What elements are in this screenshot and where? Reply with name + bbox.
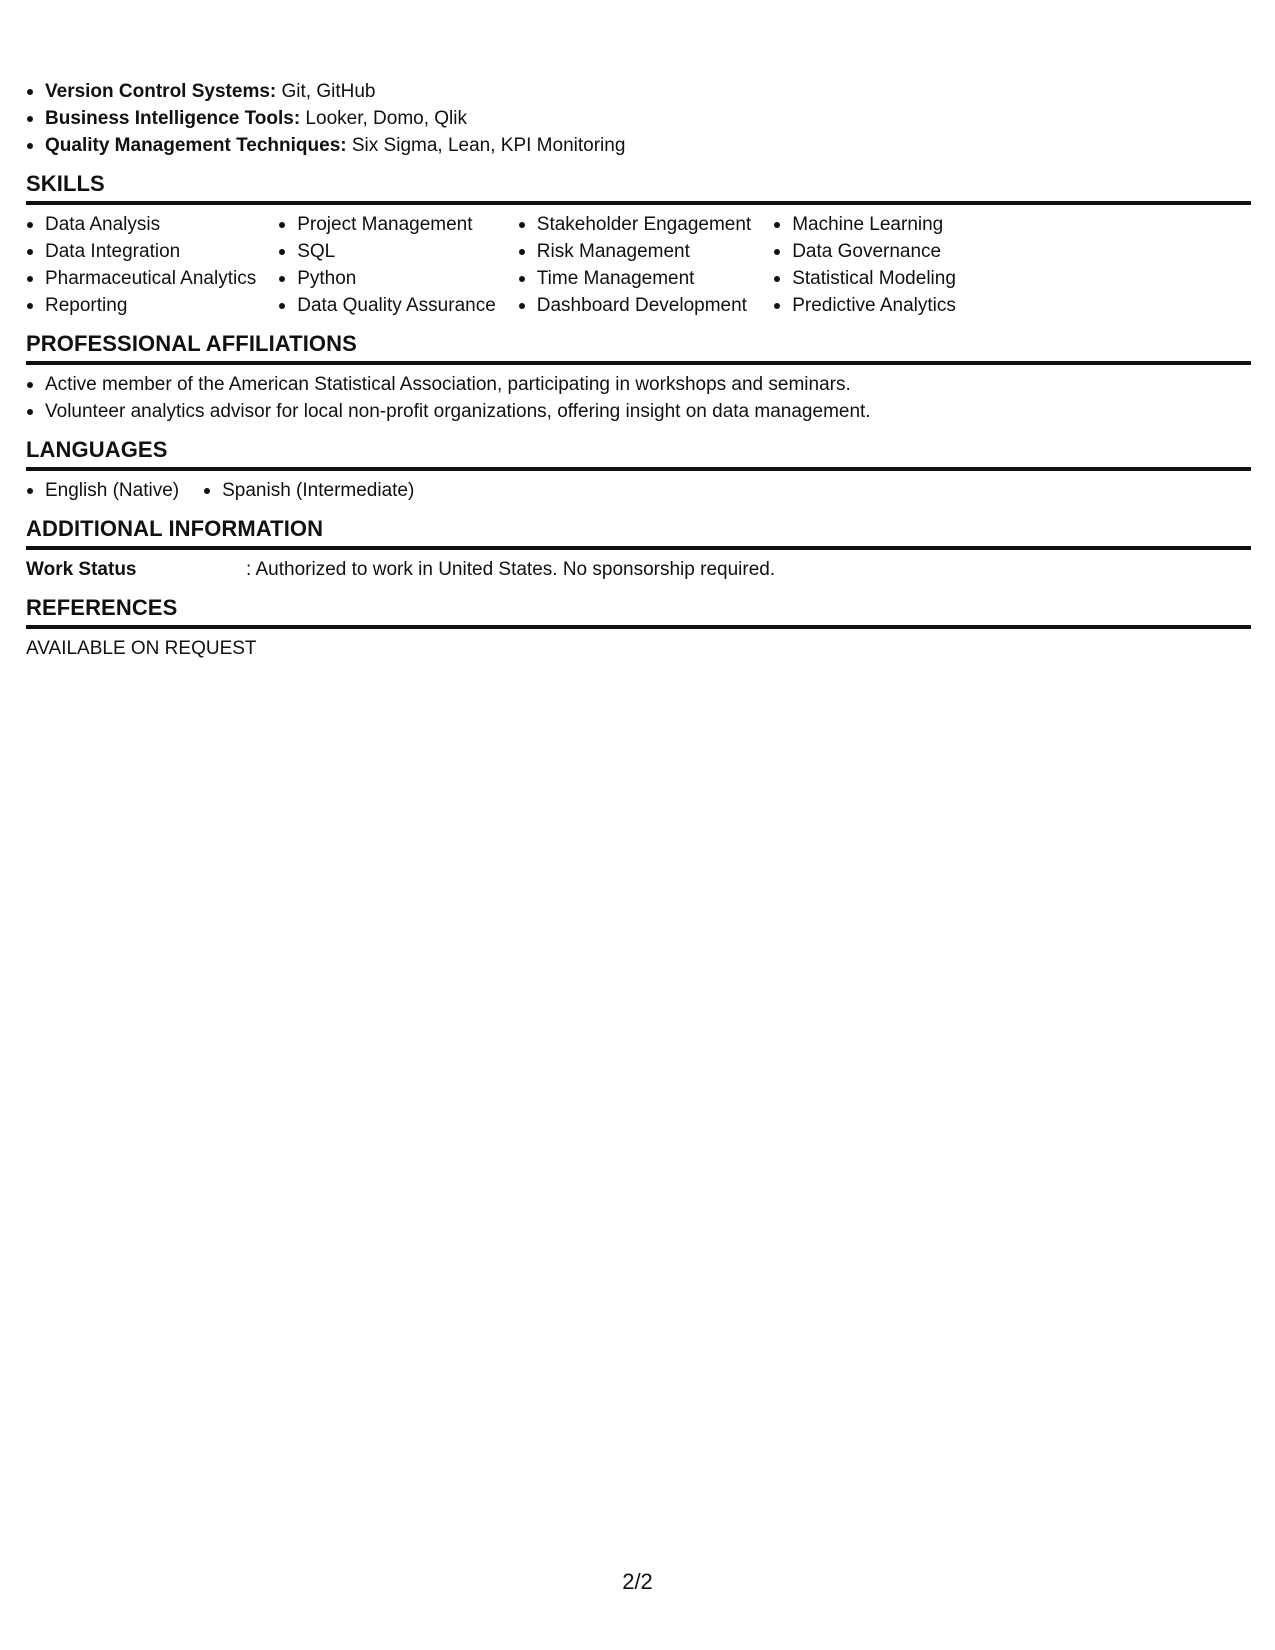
bullet-icon: [204, 488, 210, 494]
skill-label: Predictive Analytics: [792, 295, 956, 316]
skills-column: [26, 211, 256, 319]
skill-item: [773, 238, 956, 265]
languages-section: [26, 435, 1251, 504]
list-item: [26, 105, 1251, 132]
skill-label: Time Management: [536, 268, 695, 289]
skill-item: [278, 292, 496, 319]
bullet-icon: [27, 409, 33, 415]
section-heading: LANGUAGES: [26, 437, 168, 462]
skill-label: Data Governance: [792, 241, 942, 262]
affiliations-section: [26, 329, 1251, 425]
section-heading: SKILLS: [26, 171, 105, 196]
work-status-label: Work Status: [26, 559, 137, 580]
skill-item: [278, 211, 496, 238]
skills-column: [278, 211, 496, 319]
bullet-icon: [279, 303, 285, 309]
skills-grid: [26, 211, 1251, 319]
skills-column: [773, 211, 956, 319]
skill-label: SQL: [297, 241, 336, 262]
affiliation-text: Volunteer analytics advisor for local non-profit organizations, offering insight on data management.: [45, 401, 871, 422]
skill-item: [773, 211, 956, 238]
skill-label: Python: [297, 268, 357, 289]
references-section: [26, 593, 1251, 662]
bullet-icon: [519, 303, 525, 309]
list-item: [26, 78, 1251, 105]
bullet-icon: [774, 303, 780, 309]
skill-item: [518, 292, 751, 319]
list-item: [203, 477, 414, 504]
skill-item: [773, 265, 956, 292]
section-heading: ADDITIONAL INFORMATION: [26, 516, 324, 541]
bullet-icon: [27, 303, 33, 309]
skill-label: Pharmaceutical Analytics: [45, 268, 257, 289]
tool-category-label: Quality Management Techniques:: [45, 135, 347, 156]
skill-item: [278, 265, 496, 292]
affiliations-list: [26, 371, 1251, 425]
skill-label: Data Integration: [45, 241, 181, 262]
tool-category-label: Version Control Systems:: [45, 81, 277, 102]
skill-label: Dashboard Development: [536, 295, 747, 316]
section-divider: [26, 361, 1251, 365]
page-number: 2/2: [622, 1569, 653, 1594]
skill-label: Machine Learning: [792, 214, 944, 235]
skill-item: [278, 238, 496, 265]
section-divider: [26, 467, 1251, 471]
bullet-icon: [27, 222, 33, 228]
affiliation-text: Active member of the American Statistical Association, participating in workshops and seminars.: [45, 374, 851, 395]
references-text: AVAILABLE ON REQUEST: [26, 638, 257, 659]
bullet-icon: [519, 276, 525, 282]
bullet-icon: [27, 249, 33, 255]
bullet-icon: [27, 488, 33, 494]
bullet-icon: [279, 249, 285, 255]
bullet-icon: [27, 89, 33, 95]
skill-label: Reporting: [45, 295, 128, 316]
section-heading: REFERENCES: [26, 595, 178, 620]
resume-page: [26, 78, 1251, 662]
bullet-icon: [774, 222, 780, 228]
bullet-icon: [27, 382, 33, 388]
skill-item: [26, 292, 256, 319]
tool-category-label: Business Intelligence Tools:: [45, 108, 301, 129]
bullet-icon: [27, 116, 33, 122]
list-item: [26, 132, 1251, 159]
skill-item: [26, 211, 256, 238]
bullet-icon: [27, 276, 33, 282]
skills-section: [26, 169, 1251, 319]
skill-item: [26, 265, 256, 292]
skill-label: Data Analysis: [45, 214, 161, 235]
skill-label: Risk Management: [536, 241, 690, 262]
bullet-icon: [279, 276, 285, 282]
skill-item: [773, 292, 956, 319]
skill-label: Data Quality Assurance: [297, 295, 496, 316]
skill-label: Statistical Modeling: [792, 268, 956, 289]
bullet-icon: [774, 276, 780, 282]
list-item: [26, 371, 1251, 398]
language-text: English (Native): [45, 480, 180, 501]
section-heading: PROFESSIONAL AFFILIATIONS: [26, 331, 357, 356]
skill-item: [518, 238, 751, 265]
skill-item: [518, 265, 751, 292]
skill-item: [26, 238, 256, 265]
section-divider: [26, 201, 1251, 205]
work-status-value: : Authorized to work in United States. No sponsorship required.: [246, 559, 776, 580]
skill-label: Stakeholder Engagement: [536, 214, 752, 235]
tool-category-value: Looker, Domo, Qlik: [300, 108, 467, 129]
skills-column: [518, 211, 751, 319]
language-text: Spanish (Intermediate): [222, 480, 415, 501]
bullet-icon: [519, 222, 525, 228]
tool-category-value: Git, GitHub: [276, 81, 376, 102]
bullet-icon: [27, 143, 33, 149]
work-status-row: [26, 556, 1251, 583]
tool-category-value: Six Sigma, Lean, KPI Monitoring: [346, 135, 626, 156]
bullet-icon: [519, 249, 525, 255]
section-divider: [26, 625, 1251, 629]
skill-label: Project Management: [297, 214, 473, 235]
section-divider: [26, 546, 1251, 550]
additional-info-section: [26, 514, 1251, 583]
list-item: [26, 398, 1251, 425]
languages-list: [26, 477, 1251, 504]
skill-item: [518, 211, 751, 238]
tools-list: [26, 78, 1251, 159]
bullet-icon: [774, 249, 780, 255]
list-item: [26, 477, 179, 504]
bullet-icon: [279, 222, 285, 228]
